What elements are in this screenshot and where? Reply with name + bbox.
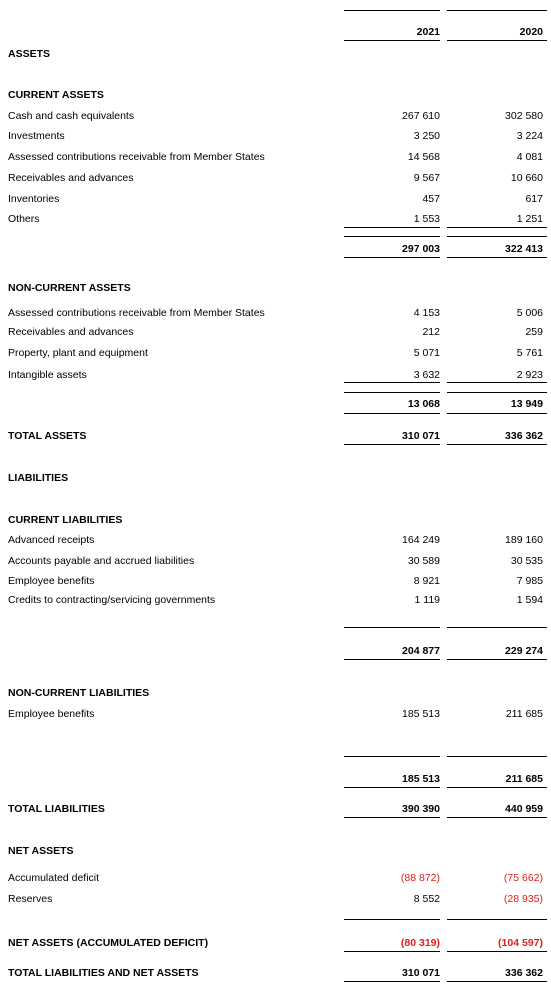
subtotal-row <box>0 773 551 787</box>
row-label: Intangible assets <box>8 369 87 381</box>
subtotal-rule <box>447 227 547 228</box>
subtotal-rule <box>344 627 440 628</box>
total-row <box>0 967 551 981</box>
value-2020: 322 413 <box>505 243 543 255</box>
value-2020: 30 535 <box>510 555 543 567</box>
value-2020: 4 081 <box>516 151 543 163</box>
value-2021: 310 071 <box>402 967 440 979</box>
value-2020: 617 <box>525 193 543 205</box>
total-assets-label: TOTAL ASSETS <box>8 430 87 442</box>
row-label: Investments <box>8 130 65 142</box>
table-row <box>0 893 551 907</box>
value-2021: 9 567 <box>413 172 440 184</box>
table-row <box>0 307 551 321</box>
table-row <box>0 575 551 589</box>
subtotal-row <box>0 398 551 412</box>
value-2021: 13 068 <box>407 398 440 410</box>
total-row <box>0 430 551 444</box>
value-2020: 302 580 <box>505 110 543 122</box>
subtotal-rule <box>447 257 547 258</box>
col-2021-header: 2021 <box>416 26 440 38</box>
subtotal-row <box>0 243 551 257</box>
subtotal-rule <box>344 236 440 237</box>
subtotal-rule <box>344 787 440 788</box>
value-2020: 259 <box>525 326 543 338</box>
table-row <box>0 369 551 383</box>
subtotal-row <box>0 645 551 659</box>
section-title-liabilities: LIABILITIES <box>8 472 69 484</box>
table-row <box>0 130 551 144</box>
value-2020: 229 274 <box>505 645 543 657</box>
section-title-assets: ASSETS <box>8 48 51 60</box>
value-2021: 185 513 <box>402 773 440 785</box>
row-label: Cash and cash equivalents <box>8 110 135 122</box>
value-2021: 390 390 <box>402 803 440 815</box>
subtotal-rule <box>447 392 547 393</box>
row-label: Receivables and advances <box>8 172 134 184</box>
value-2020: 7 985 <box>516 575 543 587</box>
subtotal-rule <box>344 392 440 393</box>
value-2020: 10 660 <box>510 172 543 184</box>
col-2020-header: 2020 <box>519 26 543 38</box>
row-label: Receivables and advances <box>8 326 134 338</box>
value-2020: 189 160 <box>505 534 543 546</box>
value-2021: 8 552 <box>413 893 440 905</box>
header-rule <box>344 10 440 11</box>
row-label: Accounts payable and accrued liabilities <box>8 555 195 567</box>
row-label: Property, plant and equipment <box>8 347 148 359</box>
subtotal-rule <box>447 627 547 628</box>
value-2021: 185 513 <box>402 708 440 720</box>
subtotal-rule <box>344 257 440 258</box>
subtotal-rule <box>344 382 440 383</box>
value-2021: (88 872) <box>400 872 440 884</box>
value-2021: 457 <box>422 193 440 205</box>
total-rule <box>447 817 547 818</box>
subtotal-rule <box>344 413 440 414</box>
row-label: Credits to contracting/servicing governments <box>8 594 216 606</box>
value-2021: 14 568 <box>407 151 440 163</box>
net-assets-deficit-label: NET ASSETS (ACCUMULATED DEFICIT) <box>8 937 209 949</box>
subtotal-rule <box>447 659 547 660</box>
value-2021: 5 071 <box>413 347 440 359</box>
value-2020: 1 251 <box>516 213 543 225</box>
table-row <box>0 213 551 227</box>
total-liabilities-net-assets-label: TOTAL LIABILITIES AND NET ASSETS <box>8 967 199 979</box>
subtotal-rule <box>447 787 547 788</box>
row-label: Assessed contributions receivable from Member States <box>8 307 265 319</box>
table-row <box>0 534 551 548</box>
total-row <box>0 803 551 817</box>
table-row <box>0 151 551 165</box>
value-2021: 164 249 <box>402 534 440 546</box>
row-label: Employee benefits <box>8 575 95 587</box>
header-rule <box>447 40 547 41</box>
value-2021: 4 153 <box>413 307 440 319</box>
table-row <box>0 326 551 340</box>
value-2020: 13 949 <box>510 398 543 410</box>
section-title-current-liabilities: CURRENT LIABILITIES <box>8 514 123 526</box>
row-label: Advanced receipts <box>8 534 95 546</box>
value-2020: 2 923 <box>516 369 543 381</box>
value-2020: (104 597) <box>498 937 543 949</box>
row-label: Assessed contributions receivable from Member States <box>8 151 265 163</box>
subtotal-rule <box>447 413 547 414</box>
row-label: Others <box>8 213 40 225</box>
total-rule <box>344 981 440 982</box>
section-title-non-current-liabilities: NON-CURRENT LIABILITIES <box>8 687 150 699</box>
value-2020: 5 761 <box>516 347 543 359</box>
value-2020: 336 362 <box>505 967 543 979</box>
subtotal-rule <box>344 756 440 757</box>
section-title-current-assets: CURRENT ASSETS <box>8 89 104 101</box>
value-2021: 30 589 <box>407 555 440 567</box>
header-rule <box>344 40 440 41</box>
value-2021: 212 <box>422 326 440 338</box>
value-2020: 1 594 <box>516 594 543 606</box>
section-title-non-current-assets: NON-CURRENT ASSETS <box>8 282 131 294</box>
value-2020: (28 935) <box>503 893 543 905</box>
row-label: Employee benefits <box>8 708 95 720</box>
table-row <box>0 555 551 569</box>
total-rule <box>344 444 440 445</box>
row-label: Reserves <box>8 893 53 905</box>
total-row <box>0 937 551 951</box>
row-label: Accumulated deficit <box>8 872 100 884</box>
table-row <box>0 872 551 886</box>
value-2020: 211 685 <box>505 773 543 785</box>
value-2020: 336 362 <box>505 430 543 442</box>
value-2021: 1 119 <box>414 594 440 606</box>
value-2021: 204 877 <box>402 645 440 657</box>
subtotal-rule <box>344 227 440 228</box>
subtotal-rule <box>447 756 547 757</box>
value-2020: 440 959 <box>505 803 543 815</box>
total-rule <box>447 981 547 982</box>
table-row <box>0 347 551 361</box>
total-rule <box>447 444 547 445</box>
table-row <box>0 708 551 722</box>
header-rule <box>447 10 547 11</box>
value-2021: 3 632 <box>413 369 440 381</box>
value-2020: 211 685 <box>505 708 543 720</box>
value-2020: 3 224 <box>516 130 543 142</box>
value-2021: 8 921 <box>413 575 440 587</box>
table-row <box>0 193 551 207</box>
value-2020: (75 662) <box>503 872 543 884</box>
subtotal-rule <box>344 919 440 920</box>
total-liabilities-label: TOTAL LIABILITIES <box>8 803 105 815</box>
subtotal-rule <box>447 236 547 237</box>
section-title-net-assets: NET ASSETS <box>8 845 74 857</box>
value-2021: (80 319) <box>400 937 440 949</box>
subtotal-rule <box>344 659 440 660</box>
total-rule <box>344 817 440 818</box>
value-2021: 297 003 <box>402 243 440 255</box>
value-2020: 5 006 <box>516 307 543 319</box>
value-2021: 267 610 <box>402 110 440 122</box>
row-label: Inventories <box>8 193 60 205</box>
table-row <box>0 110 551 124</box>
value-2021: 1 553 <box>413 213 440 225</box>
table-row <box>0 594 551 608</box>
subtotal-rule <box>447 382 547 383</box>
total-rule <box>344 951 440 952</box>
table-row <box>0 172 551 186</box>
total-rule <box>447 951 547 952</box>
value-2021: 310 071 <box>402 430 440 442</box>
subtotal-rule <box>447 919 547 920</box>
value-2021: 3 250 <box>413 130 440 142</box>
